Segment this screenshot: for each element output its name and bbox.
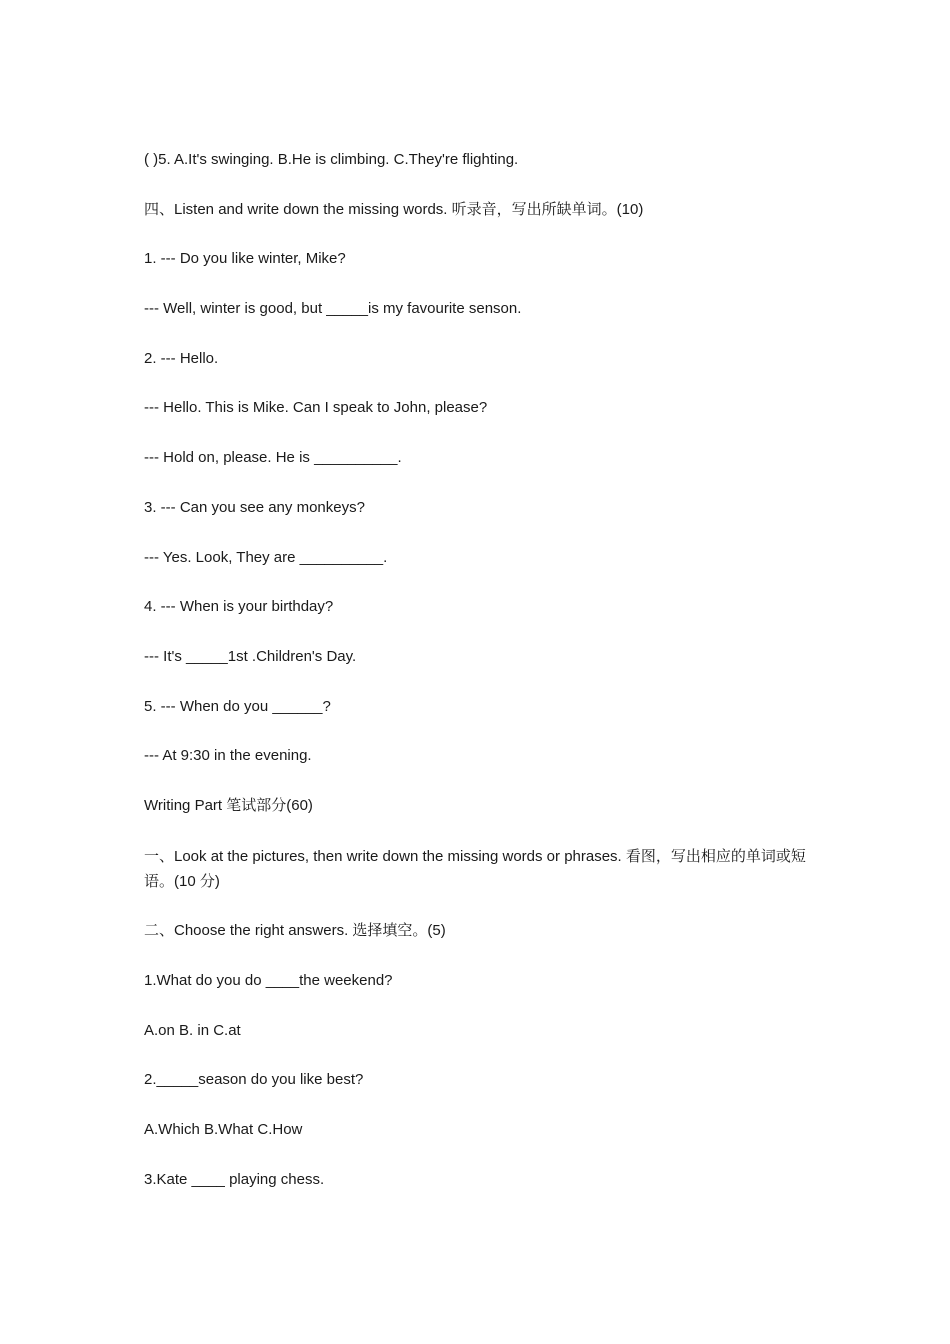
writing-section-1-heading: 一、Look at the pictures, then write down the missing words or phrases. 看图，写出相应的单词或短语。(10 分) xyxy=(144,847,806,890)
choice-question-2-options: A.Which B.What C.How xyxy=(144,1121,303,1139)
dialogue-3-question: 3. --- Can you see any monkeys? xyxy=(144,498,365,516)
writing-part-heading: Writing Part 笔试部分(60) xyxy=(144,796,313,814)
choice-question-2: 2._____season do you like best? xyxy=(144,1071,364,1089)
dialogue-4-question: 4. --- When is your birthday? xyxy=(144,598,334,616)
section-4-heading: 四、Listen and write down the missing words. 听录音，写出所缺单词。(10) xyxy=(144,200,644,218)
dialogue-1-question: 1. --- Do you like winter, Mike? xyxy=(144,250,346,268)
dialogue-2-request: --- Hello. This is Mike. Can I speak to John, please? xyxy=(144,399,488,417)
dialogue-1-answer: --- Well, winter is good, but _____is my favourite senson. xyxy=(144,300,522,318)
document-page xyxy=(144,148,814,1217)
dialogue-2-answer: --- Hold on, please. He is __________. xyxy=(144,449,402,467)
writing-section-2-heading: 二、Choose the right answers. 选择填空。(5) xyxy=(144,922,446,940)
dialogue-5-answer: --- At 9:30 in the evening. xyxy=(144,747,312,765)
dialogue-4-answer: --- It's _____1st .Children's Day. xyxy=(144,647,357,665)
choice-question-1-options: A.on B. in C.at xyxy=(144,1021,241,1039)
dialogue-5-question: 5. --- When do you ______? xyxy=(144,697,331,715)
question-5-options: ( )5. A.It's swinging. B.He is climbing. C.They're flighting. xyxy=(144,151,519,168)
dialogue-2-greeting: 2. --- Hello. xyxy=(144,349,219,367)
choice-question-3: 3.Kate ____ playing chess. xyxy=(144,1170,325,1188)
choice-question-1: 1.What do you do ____the weekend? xyxy=(144,972,393,989)
dialogue-3-answer: --- Yes. Look, They are __________. xyxy=(144,548,388,566)
